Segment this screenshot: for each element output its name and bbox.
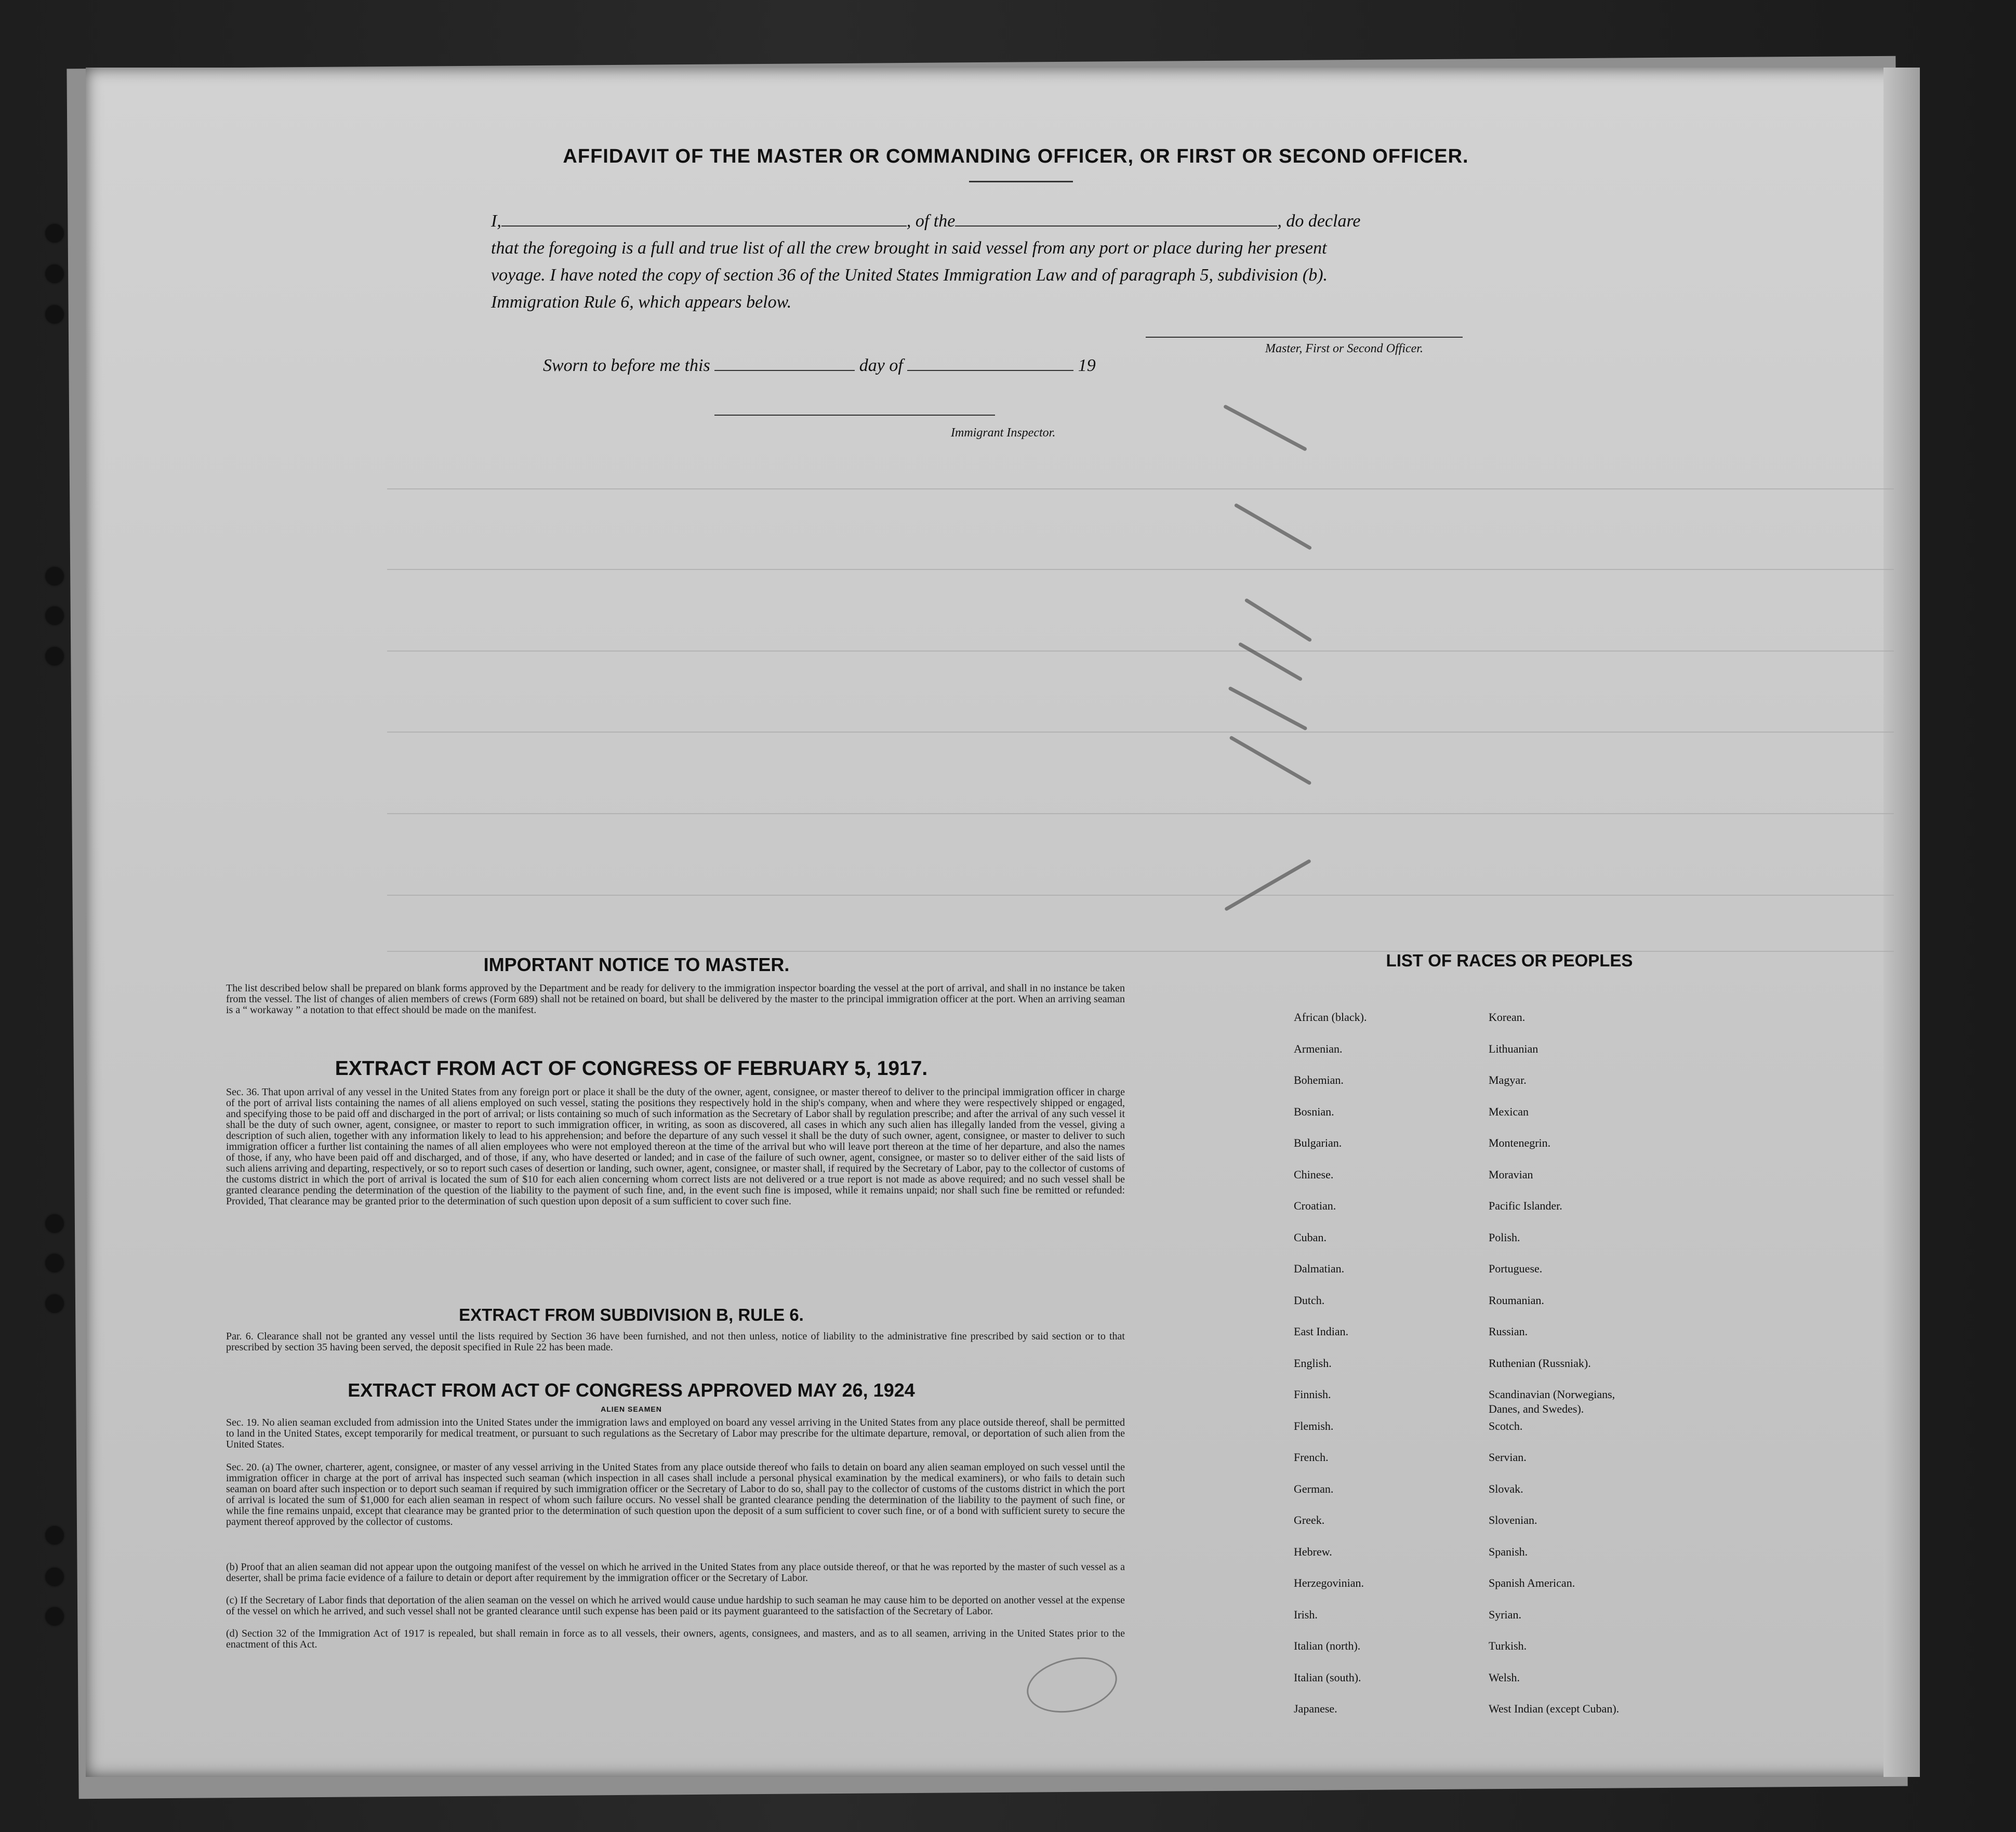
race-right-item: Lithuanian	[1489, 1042, 1538, 1055]
race-right-item: Russian.	[1489, 1325, 1528, 1338]
race-left-item: Cuban.	[1294, 1230, 1327, 1244]
binder-hole	[46, 224, 63, 242]
race-right-item: Pacific Islander.	[1489, 1199, 1562, 1212]
affidavit-declare: , do declare	[1277, 211, 1361, 231]
vessel-blank	[955, 210, 1277, 227]
race-left-item: Finnish.	[1294, 1388, 1331, 1401]
race-right-item: Servian.	[1489, 1451, 1527, 1464]
binder-hole	[46, 1295, 63, 1312]
race-left-item: Chinese.	[1294, 1167, 1334, 1181]
binder-hole	[46, 265, 63, 283]
race-left-item: German.	[1294, 1482, 1334, 1495]
race-left-item: Herzegovinian.	[1294, 1576, 1364, 1589]
race-right-item: Moravian	[1489, 1167, 1533, 1181]
affidavit-of-the: , of the	[906, 211, 956, 231]
race-right-item: Syrian.	[1489, 1608, 1521, 1621]
extract-1917-title: EXTRACT FROM ACT OF CONGRESS OF FEBRUARY 5, 1917.	[335, 1057, 928, 1080]
race-right-item: Mexican	[1489, 1105, 1529, 1118]
pen-tick	[1244, 598, 1312, 642]
notice-body: The list described below shall be prepared on blank forms approved by the Department and be ready for delivery to the immigration inspector boarding the vessel at the port of arrival, and shall in no instance be taken from the vessel. The list of changes of alien members of crews (Form 689) shall not be retained on board, but shall be delivered by the master to the principal immigration officer at the port. When an arriving seaman is a “ workaway ” a notation to that effect should be made on the manifest.	[226, 983, 1125, 1016]
bleed-rule	[387, 813, 1894, 814]
page-edge	[1884, 68, 1920, 1777]
master-signature-line	[1146, 337, 1463, 338]
binder-hole	[46, 647, 63, 665]
pen-tick	[1224, 859, 1311, 911]
bleed-rule	[387, 569, 1894, 570]
race-right-item: Montenegrin.	[1489, 1136, 1551, 1149]
affidavit-line-2: that the foregoing is a full and true list of all the crew brought in said vessel from any port or place during her present	[491, 238, 1327, 258]
extract-1924-sec20d: (d) Section 32 of the Immigration Act of 1917 is repealed, but shall remain in force as to all vessels, their owners, agents, consignees, and masters, and as to all seamen, arriving in the United States prior to the enactment of this Act.	[226, 1628, 1125, 1650]
binder-hole	[46, 1568, 63, 1586]
affidavit-line-4: Immigration Rule 6, which appears below.	[491, 293, 792, 312]
race-left-item: Irish.	[1294, 1608, 1318, 1621]
race-right-item: Ruthenian (Russniak).	[1489, 1356, 1591, 1370]
extract-1924-title: EXTRACT FROM ACT OF CONGRESS APPROVED MAY 26, 1924	[348, 1379, 915, 1401]
race-left-item: Bohemian.	[1294, 1073, 1344, 1086]
race-right-item: Polish.	[1489, 1230, 1520, 1244]
race-left-item: Greek.	[1294, 1514, 1325, 1526]
sworn-month-blank	[907, 354, 1073, 371]
binder-hole	[46, 306, 63, 323]
race-right-item: West Indian (except Cuban).	[1489, 1702, 1620, 1715]
document-page	[86, 68, 1920, 1777]
race-left-item: East Indian.	[1294, 1325, 1349, 1338]
binder-hole	[46, 1526, 63, 1544]
affidavit-line-3: voyage. I have noted the copy of section 36 of the United States Immigration Law and of paragraph 5, subdivision (b).	[491, 265, 1328, 285]
notice-title: IMPORTANT NOTICE TO MASTER.	[483, 954, 790, 975]
race-right-item: Korean.	[1489, 1011, 1526, 1024]
inspector-signature-line	[714, 415, 995, 416]
pen-tick	[1238, 642, 1303, 681]
race-right-item: Roumanian.	[1489, 1293, 1544, 1307]
race-right-item: Danes, and Swedes).	[1489, 1402, 1584, 1415]
bleed-rule	[387, 651, 1894, 652]
pen-tick	[1228, 686, 1307, 731]
race-right-item: Scandinavian (Norwegians,	[1489, 1388, 1615, 1401]
race-left-item: Armenian.	[1294, 1042, 1343, 1055]
race-left-item: Bosnian.	[1294, 1105, 1334, 1118]
binder-hole	[46, 567, 63, 585]
race-right-item: Welsh.	[1489, 1670, 1520, 1684]
pen-tick	[1229, 735, 1311, 785]
race-left-item: African (black).	[1294, 1011, 1367, 1024]
race-right-item: Turkish.	[1489, 1639, 1527, 1652]
race-left-item: Italian (north).	[1294, 1639, 1361, 1652]
race-left-item: Japanese.	[1294, 1702, 1337, 1715]
bleed-rule	[387, 895, 1894, 896]
binder-hole	[46, 1608, 63, 1625]
race-left-item: Croatian.	[1294, 1199, 1336, 1212]
race-left-item: Bulgarian.	[1294, 1136, 1342, 1149]
binder-hole	[46, 1254, 63, 1272]
master-caption: Master, First or Second Officer.	[1265, 342, 1423, 355]
pen-tick	[1234, 503, 1312, 550]
binder-hole	[46, 1215, 63, 1232]
race-left-item: English.	[1294, 1356, 1332, 1370]
race-left-item: Flemish.	[1294, 1419, 1334, 1432]
extract-1924-sec20c: (c) If the Secretary of Labor finds that deportation of the alien seaman on the vessel on which he arrived would cause undue hardship to such seaman he may cause him to be deported on another vessel at the expense of the vessel on which he arrived, and such vessel shall not be granted clearance until such expense has been paid or its payment guaranteed to the satisfaction of the Secretary of Labor.	[226, 1595, 1125, 1617]
race-left-item: Dalmatian.	[1294, 1262, 1345, 1275]
affidavit-i: I,	[491, 211, 501, 231]
race-left-item: Italian (south).	[1294, 1670, 1361, 1684]
affidavit-title: AFFIDAVIT OF THE MASTER OR COMMANDING OFFICER, OR FIRST OR SECOND OFFICER.	[563, 145, 1469, 167]
extract-rule6-body: Par. 6. Clearance shall not be granted any vessel until the lists required by Section 36 have been furnished, and not then unless, notice of liability to the administrative fine prescribed by said section or to that prescribed by section 35 having been served, the deposit specified in Rule 22 has been made.	[226, 1331, 1125, 1353]
name-blank	[501, 210, 907, 227]
sworn-day-of: day of	[859, 356, 903, 375]
extract-1924-sec20b: (b) Proof that an alien seaman did not appear upon the outgoing manifest of the vessel on which he arrived in the United States from any place outside thereof, or that he was reported by the master of such vessel as a deserter, shall be prima facie evidence of a failure to detain or deport after requirement by the immigration officer or the Secretary of Labor.	[226, 1561, 1125, 1584]
affidavit-line-1	[491, 208, 1582, 235]
binder-hole	[46, 607, 63, 625]
sworn-line	[543, 352, 1634, 379]
race-right-item: Slovak.	[1489, 1482, 1523, 1495]
bleed-rule	[387, 732, 1894, 733]
races-title: LIST OF RACES OR PEOPLES	[1386, 951, 1633, 970]
race-left-item: French.	[1294, 1451, 1329, 1464]
race-right-item: Portuguese.	[1489, 1262, 1543, 1275]
sworn-prefix: Sworn to before me this	[543, 356, 710, 375]
race-right-item: Magyar.	[1489, 1073, 1527, 1086]
race-left-item: Dutch.	[1294, 1293, 1325, 1307]
inspector-caption: Immigrant Inspector.	[951, 426, 1056, 440]
extract-1924-subtitle: ALIEN SEAMEN	[601, 1405, 662, 1413]
bleed-rule	[387, 488, 1894, 489]
race-right-item: Scotch.	[1489, 1419, 1523, 1432]
extract-1917-body: Sec. 36. That upon arrival of any vessel in the United States from any foreign port or place it shall be the duty of the owner, agent, consignee, or master thereof to deliver to the principal immigration officer in charge of the port of arrival lists containing the names of all aliens employed on such vessel, stating the positions they respectively hold in the ship's company, when and where they were respectively shipped or engaged, and specifying those to be paid off and discharged in the port of arrival; or lists containing so much of such information as the Secretary of Labor shall by regulation prescribe; and after the arrival of any such vessel it shall be the duty of such owner, agent, consignee, or master to report to such immigration officer, in writing, as soon as discovered, all cases in which any such alien has illegally landed from the vessel, giving a description of such alien, together with any information likely to lead to his apprehension; and before the departure of any such vessel it shall be the duty of such owner, agent, consignee, or master to deliver to such immigration officer a further list containing the names of all alien employees who were not employed thereon at the time of the arrival but who will leave port thereon at the time of her departure, and also the names of those, if any, who have been paid off and discharged, and of those, if any, who have deserted or landed; and in case of the failure of such owner, agent, consignee, or master so to deliver either of the said lists of such aliens arriving and departing, respectively, or so to report such cases of desertion or landing, such owner, agent, consignee, or master shall, if required by the Secretary of Labor, pay to the collector of customs of the customs district in which the port of arrival is located the sum of $10 for each alien concerning whom correct lists are not delivered or a true report is not made as above required; and no such vessel shall be granted clearance pending the determination of the question of the liability to the payment of such fine, and, in the event such fine is imposed, while it remains unpaid; nor shall such fine be remitted or refunded: Provided, That clearance may be granted prior to the determination of such question upon deposit of a sum sufficient to cover such fine.	[226, 1086, 1125, 1207]
title-rule	[969, 181, 1073, 182]
pen-tick	[1223, 404, 1307, 452]
sworn-day-blank	[714, 354, 855, 371]
race-left-item: Hebrew.	[1294, 1545, 1332, 1558]
extract-1924-sec19: Sec. 19. No alien seaman excluded from admission into the United States under the immigration laws and employed on board any vessel arriving in the United States from any place outside thereof, shall be permitted to land in the United States, except temporarily for medical treatment, or pursuant to such regulations as the Secretary of Labor may prescribe for the ultimate departure, removal, or deportation of such alien from the United States.	[226, 1417, 1125, 1450]
race-right-item: Slovenian.	[1489, 1514, 1537, 1526]
sworn-year: 19	[1078, 356, 1096, 375]
race-right-item: Spanish American.	[1489, 1576, 1575, 1589]
extract-rule6-title: EXTRACT FROM SUBDIVISION B, RULE 6.	[459, 1305, 804, 1324]
race-right-item: Spanish.	[1489, 1545, 1528, 1558]
faint-oval-stamp	[1022, 1650, 1122, 1720]
extract-1924-sec20a: Sec. 20. (a) The owner, charterer, agent, consignee, or master of any vessel arriving in the United States from any place outside thereof who fails to detain on board any alien seaman employed on such vessel until the immigration officer in charge at the port of arrival has inspected such seaman (which inspection in all cases shall include a personal physical examination by the medical examiners), or who fails to detain such seaman on board after such inspection or to deport such seaman if required by such immigration officer or the Secretary of Labor to do so, shall pay to the collector of customs of the customs district in which the port of arrival is located the sum of $1,000 for each alien seaman in respect of whom such failure occurs. No vessel shall be granted clearance pending the determination of the liability to the payment of such fine, or while the fine remains unpaid, except that clearance may be granted prior to the determination of such question upon the deposit of a sum sufficient to cover such fine, or of a bond with sufficient surety to secure the payment thereof approved by the collector of customs.	[226, 1462, 1125, 1528]
